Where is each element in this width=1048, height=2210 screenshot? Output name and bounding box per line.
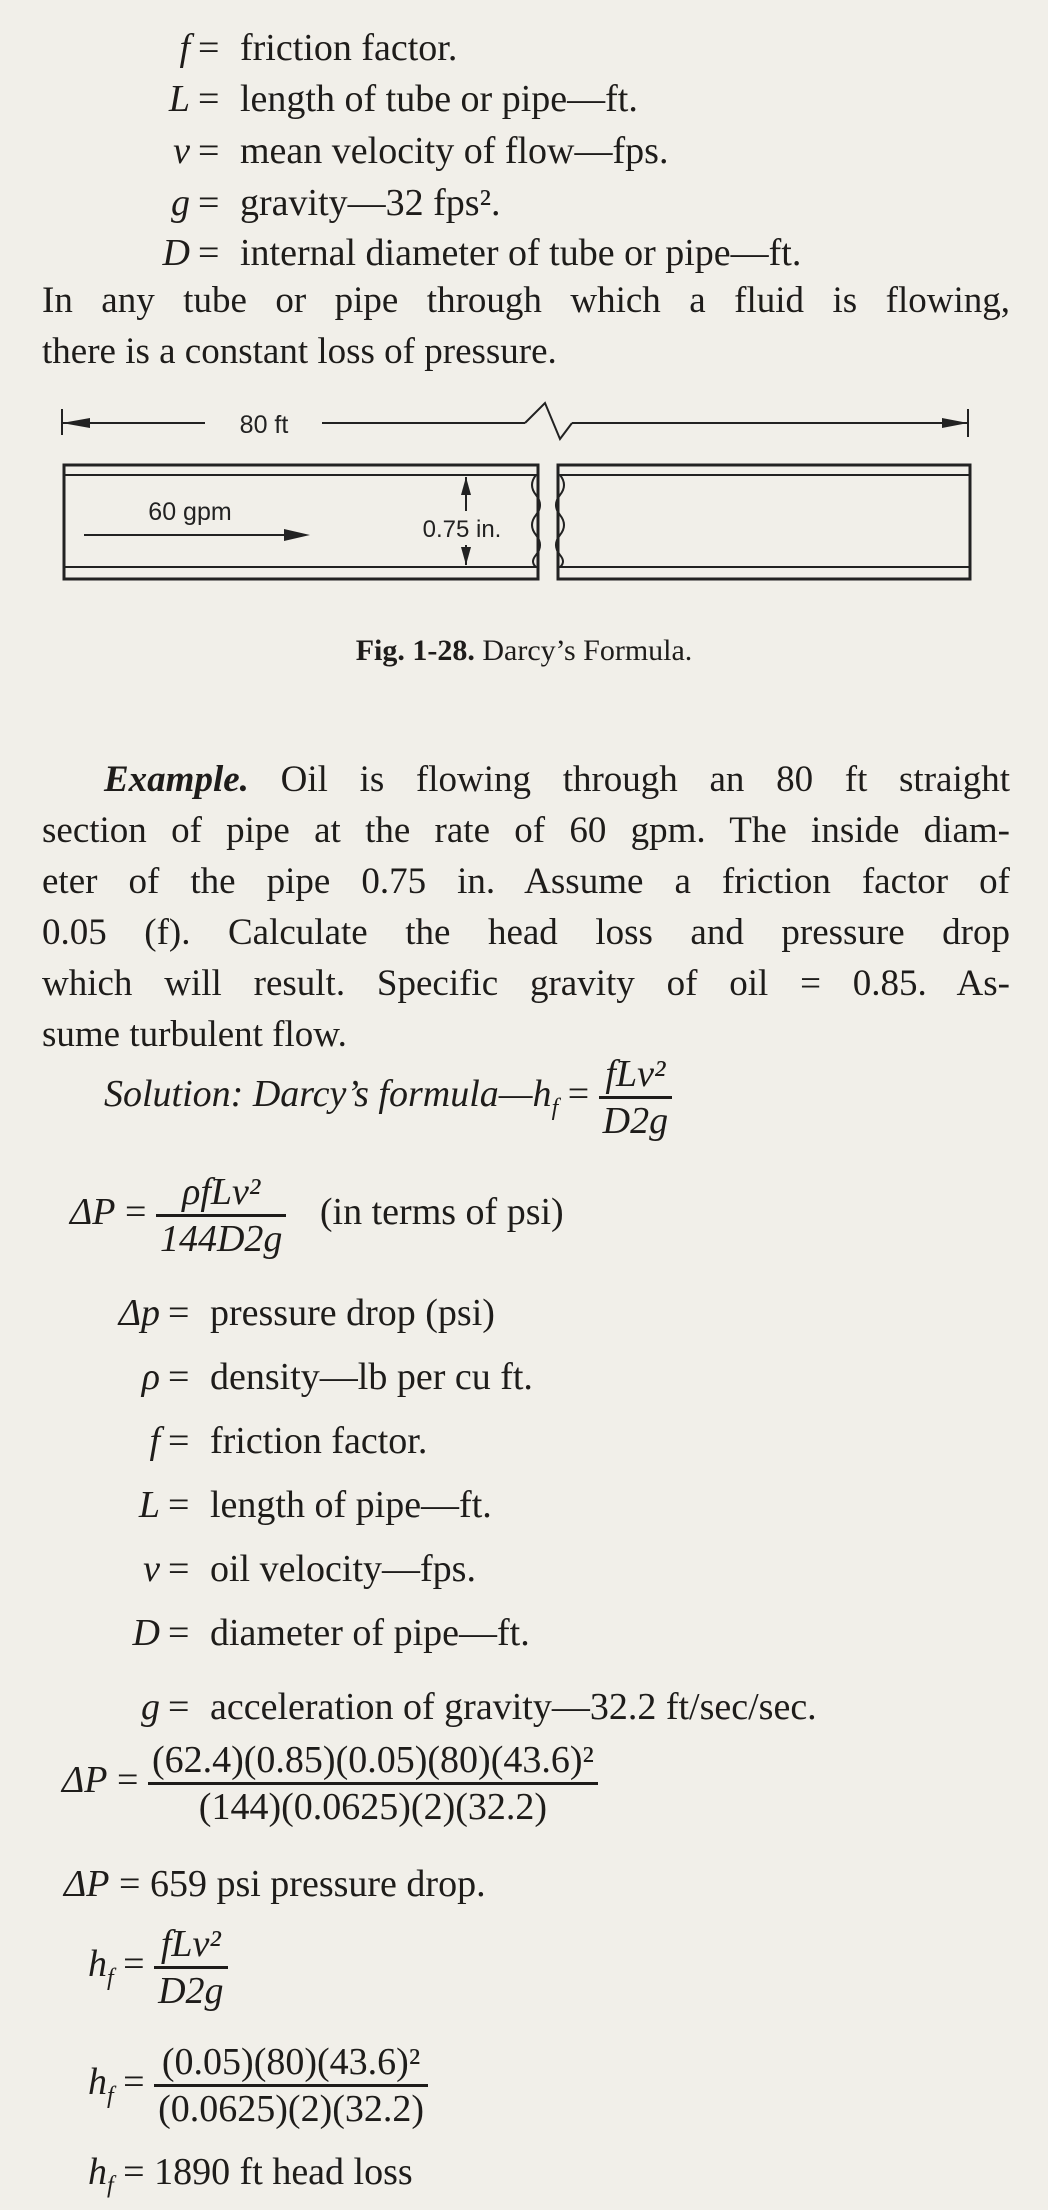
denominator: D2g bbox=[154, 1966, 227, 2013]
flow-label: 60 gpm bbox=[148, 498, 232, 526]
formula-lhs: ΔP bbox=[70, 1191, 116, 1234]
equals-sign: = bbox=[168, 1548, 190, 1590]
definition-symbol: v bbox=[143, 1548, 160, 1590]
pressure-drop-calculation bbox=[62, 1738, 598, 1829]
fraction bbox=[156, 1170, 286, 1261]
equals-sign: = bbox=[168, 1686, 190, 1728]
head-loss-calculation bbox=[88, 2040, 428, 2131]
equals-sign: = bbox=[198, 232, 220, 274]
definition-symbol: g bbox=[171, 182, 190, 224]
equals-sign: = bbox=[117, 1759, 139, 1802]
intro-paragraph bbox=[42, 275, 1010, 377]
denominator: (144)(0.0625)(2)(32.2) bbox=[148, 1782, 598, 1829]
definition-text: friction factor. bbox=[240, 27, 458, 69]
equals-sign: = bbox=[198, 27, 220, 69]
denominator: (0.0625)(2)(32.2) bbox=[154, 2084, 428, 2131]
fraction bbox=[154, 1922, 227, 2013]
result-text: = 1890 ft head loss bbox=[123, 2151, 413, 2193]
equals-sign: = bbox=[198, 130, 220, 172]
equals-sign: = bbox=[168, 1484, 190, 1526]
numerator: (62.4)(0.85)(0.05)(80)(43.6)² bbox=[151, 1739, 594, 1781]
example-label: Example. bbox=[104, 759, 249, 800]
subscript: f bbox=[107, 2172, 114, 2199]
head-loss-result bbox=[88, 2150, 413, 2200]
diameter-dimension bbox=[398, 477, 526, 565]
paragraph-line: which will result. Specific gravity of oil = 0.85. As- bbox=[42, 963, 1010, 1004]
paragraph-line: sume turbulent flow. bbox=[42, 1014, 347, 1055]
fraction bbox=[154, 2040, 428, 2131]
paragraph-line: In any tube or pipe through which a fluid is flowing, bbox=[42, 280, 1010, 321]
example-paragraph bbox=[42, 754, 1010, 1060]
definition-text: diameter of pipe—ft. bbox=[210, 1612, 530, 1654]
definition-text: internal diameter of tube or pipe—ft. bbox=[240, 232, 802, 274]
formula-lhs: ΔP bbox=[64, 1863, 110, 1905]
fraction bbox=[148, 1738, 598, 1829]
definition-text: pressure drop (psi) bbox=[210, 1292, 495, 1334]
equals-sign: = bbox=[123, 2061, 145, 2104]
equals-sign: = bbox=[198, 78, 220, 120]
equals-sign: = bbox=[168, 1356, 190, 1398]
subscript: f bbox=[107, 2082, 114, 2109]
example-line: Oil is flowing through an 80 ft straight bbox=[280, 759, 1011, 800]
pipe-diagram bbox=[0, 395, 1048, 595]
definition-text: length of pipe—ft. bbox=[210, 1484, 492, 1526]
pressure-drop-result bbox=[64, 1862, 486, 1906]
denominator: D2g bbox=[599, 1096, 672, 1143]
solution-text: Solution: Darcy’s formula—h bbox=[104, 1073, 552, 1116]
definition-symbol: Δp bbox=[118, 1292, 160, 1334]
paragraph-line: eter of the pipe 0.75 in. Assume a friction factor of bbox=[42, 861, 1010, 902]
numerator: (0.05)(80)(43.6)² bbox=[161, 2041, 421, 2083]
result-text: = 659 psi pressure drop. bbox=[119, 1863, 486, 1905]
definition-symbol: f bbox=[179, 27, 190, 69]
length-label: 80 ft bbox=[239, 411, 289, 439]
fraction bbox=[599, 1052, 672, 1143]
solution-formula bbox=[104, 1052, 672, 1143]
numerator: fLv² bbox=[160, 1923, 221, 1965]
equals-sign: = bbox=[123, 1943, 145, 1986]
paragraph-line: section of pipe at the rate of 60 gpm. The inside diam- bbox=[42, 810, 1010, 851]
definition-text: oil velocity—fps. bbox=[210, 1548, 476, 1590]
paragraph-line: there is a constant loss of pressure. bbox=[42, 331, 557, 372]
subscript: f bbox=[551, 1094, 559, 1121]
diameter-label: 0.75 in. bbox=[422, 516, 502, 543]
equals-sign: = bbox=[168, 1612, 190, 1654]
flow-arrow bbox=[84, 498, 310, 541]
definition-symbol: v bbox=[173, 130, 190, 172]
equals-sign: = bbox=[168, 1292, 190, 1334]
paragraph-line: 0.05 (f). Calculate the head loss and pressure drop bbox=[42, 912, 1010, 953]
definition-text: acceleration of gravity—32.2 ft/sec/sec. bbox=[210, 1686, 817, 1728]
formula-lhs: h bbox=[88, 1943, 107, 1986]
length-dimension bbox=[62, 403, 968, 439]
pressure-drop-formula bbox=[70, 1170, 564, 1261]
definition-text: length of tube or pipe—ft. bbox=[240, 78, 638, 120]
formula-lhs: ΔP bbox=[62, 1759, 108, 1802]
paragraph-line bbox=[42, 754, 1010, 805]
head-loss-formula bbox=[88, 1922, 228, 2013]
definition-symbol: f bbox=[149, 1420, 160, 1462]
formula-lhs: h bbox=[88, 2061, 107, 2104]
subscript: f bbox=[107, 1964, 114, 1991]
equals-sign: = bbox=[198, 182, 220, 224]
definition-symbol: L bbox=[138, 1484, 160, 1526]
figure-caption bbox=[0, 634, 1048, 668]
formula-lhs: h bbox=[88, 2151, 107, 2193]
definition-symbol: D bbox=[132, 1612, 160, 1654]
denominator: 144D2g bbox=[156, 1214, 286, 1261]
equals-sign: = bbox=[558, 1073, 590, 1116]
definition-text: mean velocity of flow—fps. bbox=[240, 130, 669, 172]
equals-sign: = bbox=[168, 1420, 190, 1462]
definition-symbol: L bbox=[168, 78, 190, 120]
figure-title: Darcy’s Formula. bbox=[482, 634, 693, 667]
definition-text: gravity—32 fps². bbox=[240, 182, 501, 224]
definition-symbol: g bbox=[141, 1686, 160, 1728]
definition-symbol: ρ bbox=[141, 1356, 160, 1398]
definition-text: friction factor. bbox=[210, 1420, 428, 1462]
numerator: ρfLv² bbox=[182, 1171, 261, 1213]
definition-text: density—lb per cu ft. bbox=[210, 1356, 533, 1398]
equals-sign: = bbox=[125, 1191, 147, 1234]
definition-symbol: D bbox=[162, 232, 190, 274]
pipe-right-section bbox=[556, 465, 970, 579]
figure-number: Fig. 1-28. bbox=[355, 634, 475, 667]
numerator: fLv² bbox=[605, 1053, 666, 1095]
formula-note: (in terms of psi) bbox=[319, 1191, 564, 1234]
